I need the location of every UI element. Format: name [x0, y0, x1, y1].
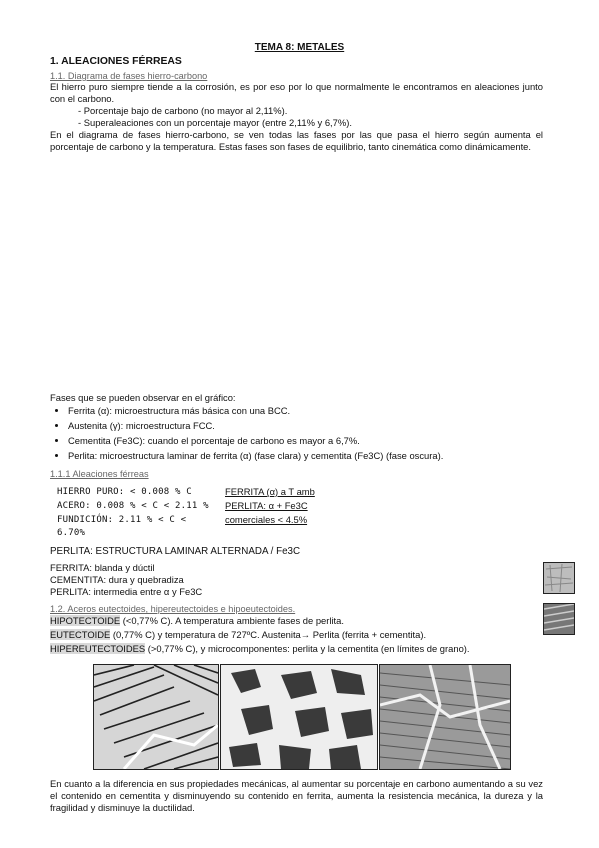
list-item: - Porcentaje bajo de carbono (no mayor al 2,11%).: [78, 105, 288, 116]
pearlite-thumbnail: [543, 603, 575, 635]
list-item: • Ferrita (α): microestructura más básica con una BCC.: [68, 405, 548, 417]
subsection-heading: 1.2. Aceros eutectoides, hipereutectoides e hipoeutectoides.: [50, 604, 296, 614]
list-item: • Perlita: microestructura laminar de ferrita (α) (fase clara) y cementita (Fe3C) (fase oscura).: [68, 450, 548, 462]
list-item: - Superaleaciones con un porcentaje mayor (entre 2,11% y 6,7%).: [78, 117, 352, 128]
intro-paragraph: El hierro puro siempre tiende a la corrosión, es por eso por lo que normalmente le encontramos en aleaciones junto con el carbono.: [50, 81, 543, 104]
page-title: TEMA 8: METALES: [254, 42, 345, 53]
term-highlight: HIPEREUTECTOIDES: [50, 643, 146, 654]
term-highlight: HIPOTECTOIDE: [50, 615, 121, 626]
alloy-note: FERRITA (α) a T amb: [225, 486, 315, 497]
property-line: PERLITA: intermedia entre α y Fe3C: [50, 586, 203, 597]
property-line: CEMENTITA: dura y quebradiza: [50, 574, 184, 585]
perlita-line: PERLITA: ESTRUCTURA LAMINAR ALTERNADA / Fe3C: [50, 546, 301, 557]
alloy-line: ACERO: 0.008 % < C < 2.11 %: [57, 501, 209, 511]
property-line: FERRITA: blanda y dúctil: [50, 562, 155, 573]
alloy-line: 6.70%: [57, 528, 86, 538]
steel-text: (0,77% C) y temperatura de 727ºC. Austenita→ Perlita (ferrita + cementita).: [110, 629, 427, 640]
alloy-line: HIERRO PURO: < 0.008 % C: [57, 487, 192, 497]
steel-line-eutectoide: [50, 629, 426, 641]
ferrite-thumbnail: [543, 562, 575, 594]
micrograph-eutectoide: [220, 664, 378, 770]
list-item: • Austenita (γ): microestructura FCC.: [68, 420, 548, 432]
phases-lead: Fases que se pueden observar en el gráfico:: [50, 392, 236, 403]
phases-list: [50, 405, 548, 465]
term-highlight: EUTECTOIDE: [50, 629, 111, 640]
steel-line-hiper: [50, 643, 470, 655]
micrograph-hipereutectoide: [379, 664, 511, 770]
alloy-line: FUNDICIÓN: 2.11 % < C <: [57, 515, 187, 525]
alloy-note: PERLITA: α + Fe3C: [225, 500, 308, 511]
steel-text: (>0,77% C), y microcomponentes: perlita y la cementita (en límites de grano).: [145, 643, 470, 654]
steel-line-hipo: [50, 615, 344, 627]
list-item: • Cementita (Fe3C): cuando el porcentaje de carbono es mayor a 6,7%.: [68, 435, 548, 447]
subsection-heading: 1.1.1 Aleaciones férreas: [50, 469, 149, 479]
subsection-heading: 1.1. Diagrama de fases hierro-carbono: [50, 71, 208, 81]
section-heading: 1. ALEACIONES FÉRREAS: [50, 56, 182, 67]
alloy-note: comerciales < 4.5%: [225, 514, 308, 525]
steel-text: (<0,77% C). A temperatura ambiente fases de perlita.: [120, 615, 344, 626]
body-paragraph: En el diagrama de fases hierro-carbono, se ven todas las fases por las que pasa el hierro según aumenta el porcentaje de carbono y la temperatura. Estas fases son fases de equilibrio, tanto cinemática como dinámicamente.: [50, 129, 543, 152]
closing-paragraph: En cuanto a la diferencia en sus propiedades mecánicas, al aumentar su porcentaje en carbono aumentando a su vez el contenido en cementita y disminuyendo su contenido en ferrita, aumenta la resistencia mecánica, la dureza y la fragilidad y disminuye la ductilidad.: [50, 778, 543, 813]
micrograph-hipoeutectoide: [93, 664, 219, 770]
